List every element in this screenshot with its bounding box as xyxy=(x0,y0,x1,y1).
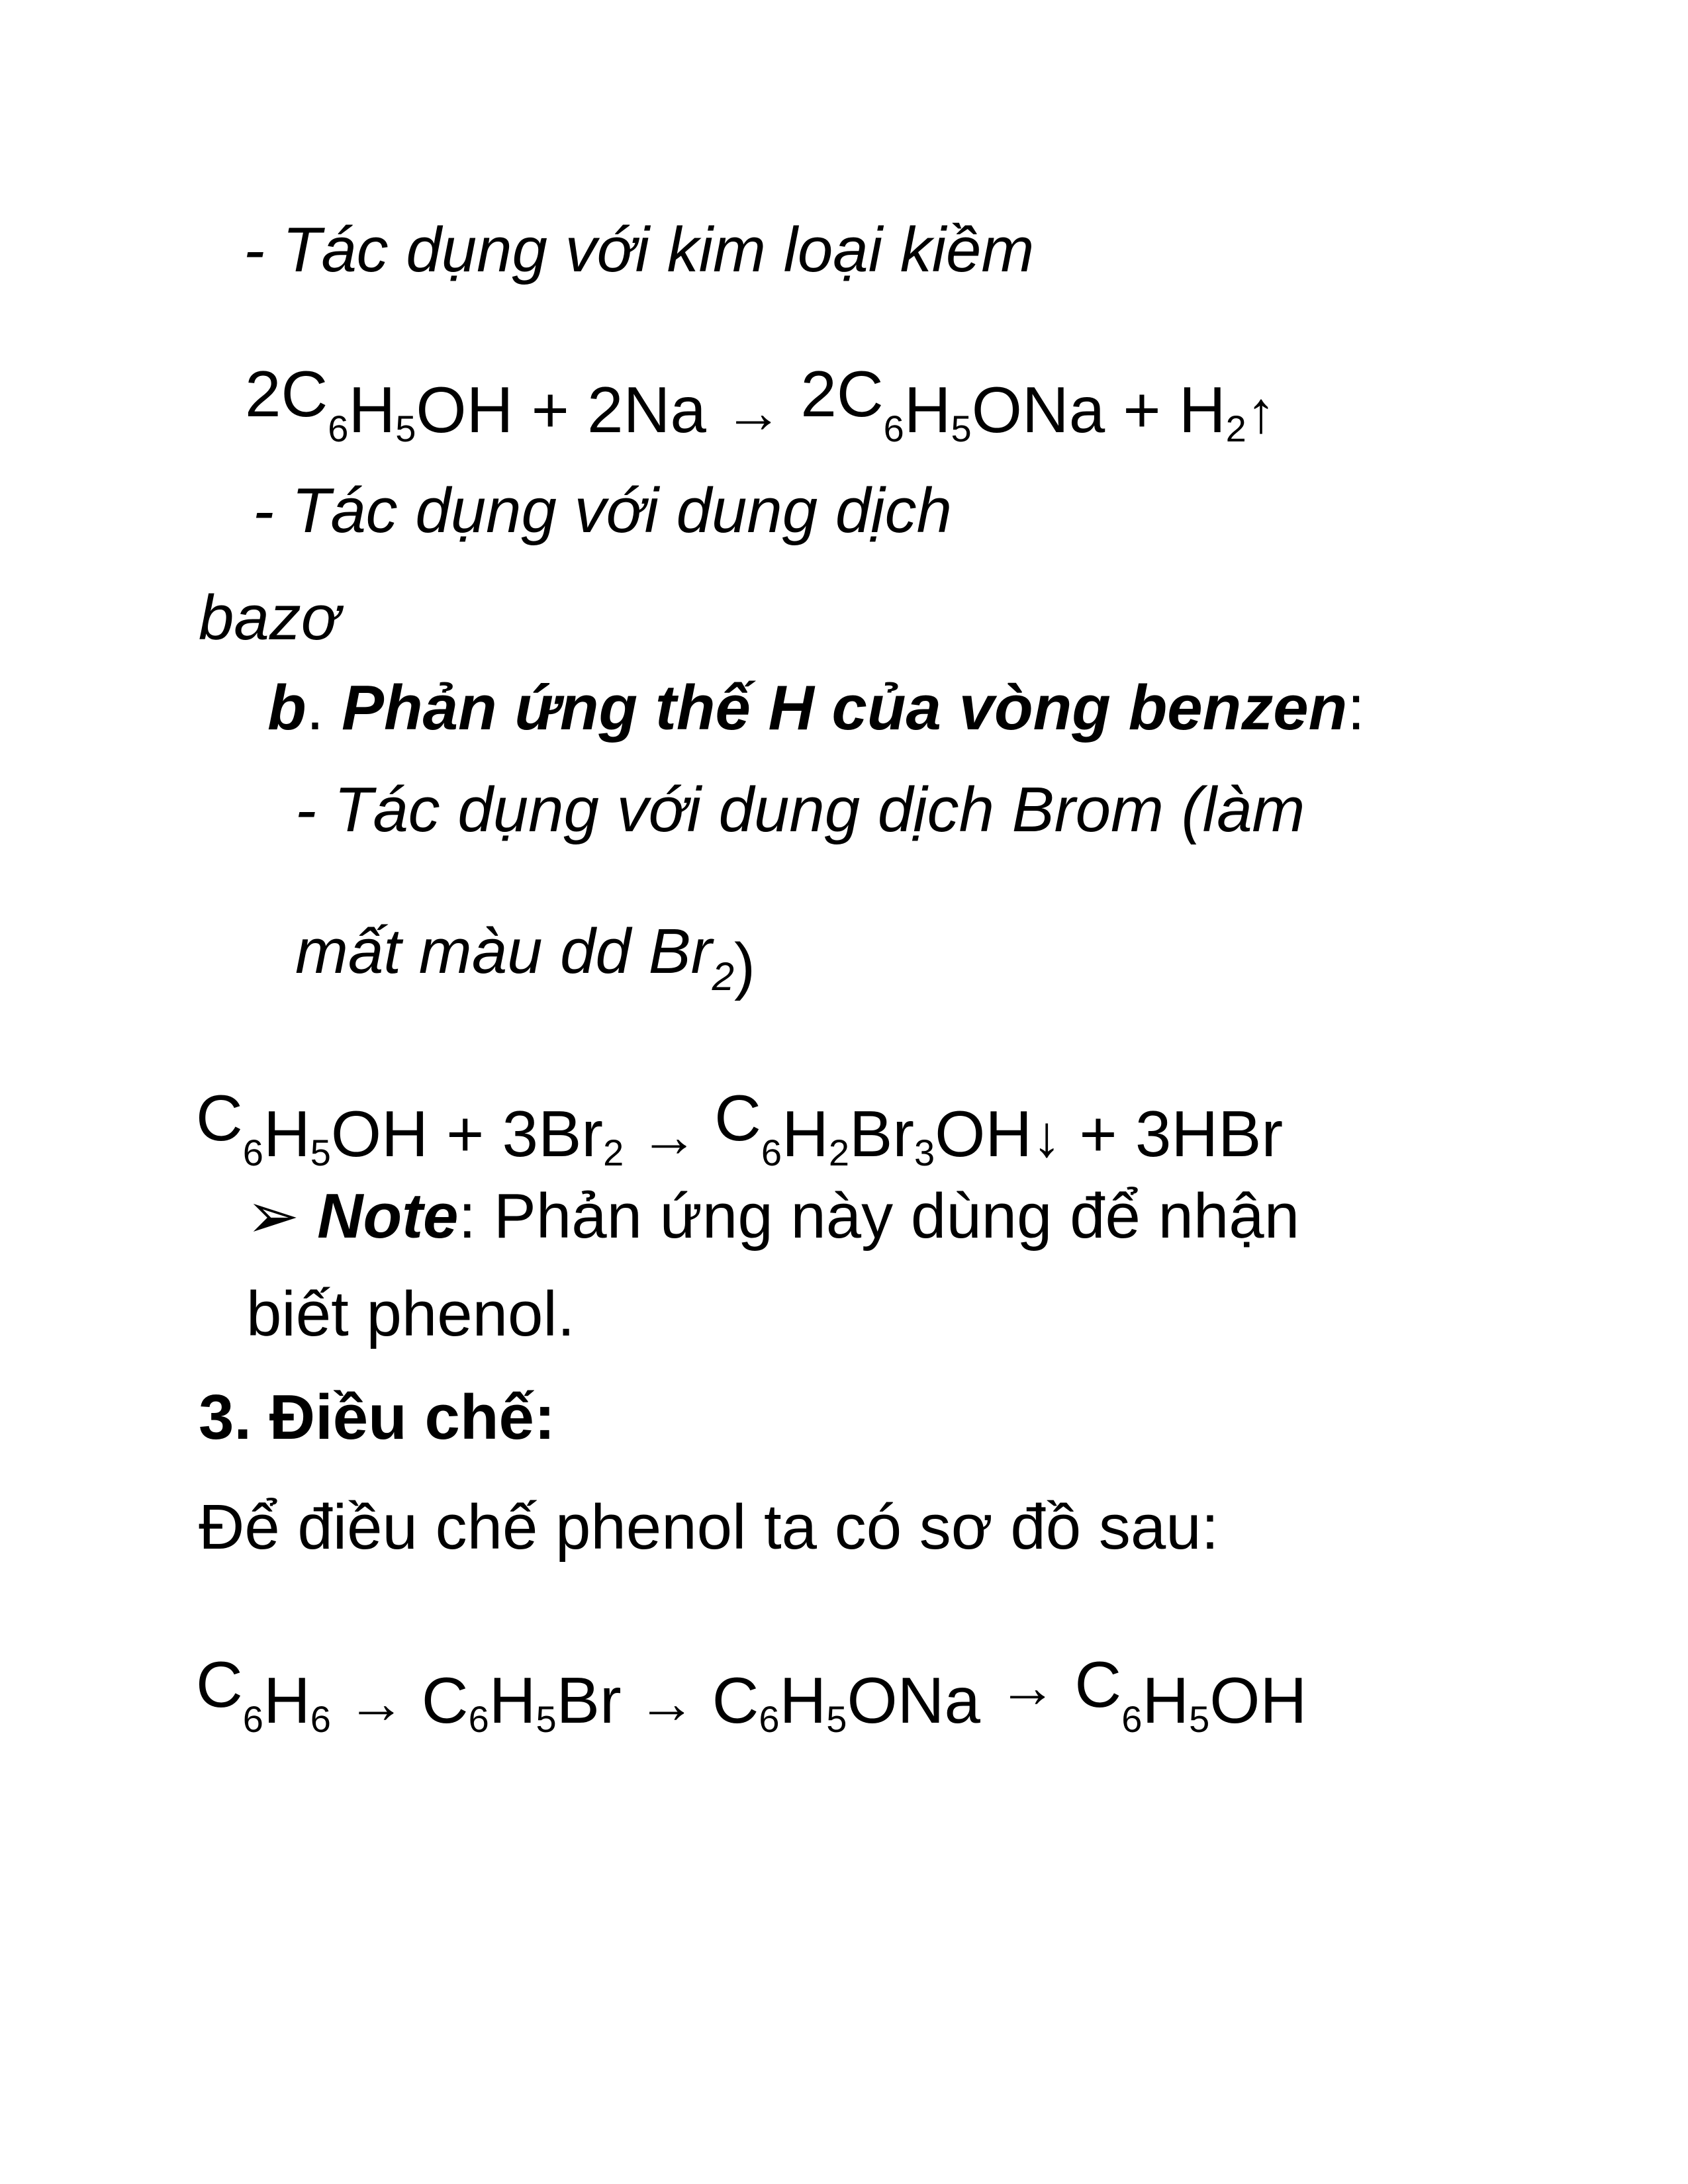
eq3-token: 5 xyxy=(1189,1698,1210,1740)
bullet-alkali-metal: - Tác dụng với kim loại kiềm xyxy=(244,214,1035,285)
note-marker: ➢ xyxy=(246,1181,318,1251)
bullet-base-line-2: bazơ xyxy=(199,582,340,653)
section-b-colon: : xyxy=(1347,672,1365,743)
eq1-token: OH + 2Na xyxy=(416,373,725,446)
note-line-2: biết phenol. xyxy=(246,1279,575,1349)
eq3-token: 6 xyxy=(759,1698,780,1740)
equation-phenol-synthesis xyxy=(196,1648,1307,1740)
eq3-token: H xyxy=(263,1664,310,1737)
bullet-brom-line-1: - Tác dụng với dung dịch Brom (làm xyxy=(295,774,1305,845)
eq2-token: 5 xyxy=(310,1132,331,1173)
eq1-token: → xyxy=(724,379,783,445)
bullet-brom-subscript: 2 xyxy=(712,954,734,999)
eq3-token: H xyxy=(779,1664,827,1737)
eq3-token: 5 xyxy=(536,1698,557,1740)
eq1-token: 2 xyxy=(1225,408,1246,449)
bullet-brom-text: mất màu dd Br xyxy=(295,916,712,987)
note-text: : Phản ứng này dùng để nhận xyxy=(458,1181,1300,1251)
section-b-heading xyxy=(267,672,1365,743)
eq2-token: H xyxy=(263,1097,310,1170)
section-b-title: Phản ứng thế H của vòng benzen xyxy=(341,672,1348,743)
eq3-token: C xyxy=(196,1648,243,1721)
eq3-token: → xyxy=(998,1654,1057,1719)
eq3-token: C xyxy=(712,1664,759,1737)
eq2-token: 3 xyxy=(914,1132,935,1173)
eq3-token: C xyxy=(421,1664,469,1737)
eq2-token: ↓ xyxy=(1032,1103,1062,1169)
eq1-token xyxy=(782,373,800,446)
section-b-letter: b xyxy=(267,672,306,743)
note-line-1 xyxy=(246,1181,1300,1251)
section-3-title: 3. Điều chế: xyxy=(199,1382,555,1453)
eq3-token: 6 xyxy=(310,1698,331,1740)
eq2-token: C xyxy=(196,1081,243,1154)
eq2-token: + 3HBr xyxy=(1061,1097,1284,1170)
eq1-token: 2C xyxy=(245,357,328,430)
eq3-token: → xyxy=(621,1670,712,1735)
eq2-token: → xyxy=(624,1103,715,1169)
equation-phenol-bromine xyxy=(196,1081,1284,1173)
eq2-token: 2 xyxy=(603,1132,624,1173)
eq3-token xyxy=(1056,1664,1074,1737)
eq1-token: H xyxy=(348,373,396,446)
eq3-token: OH xyxy=(1209,1664,1307,1737)
eq1-token: 6 xyxy=(883,408,904,449)
eq1-token: 6 xyxy=(328,408,349,449)
eq3-token: → xyxy=(330,1670,422,1735)
eq3-token: H xyxy=(1142,1664,1190,1737)
eq1-token: 2C xyxy=(800,357,884,430)
eq2-token: 2 xyxy=(828,1132,850,1173)
eq3-token: C xyxy=(1074,1648,1122,1721)
eq2-token: OH xyxy=(935,1097,1033,1170)
bullet-base-line-1: - Tác dụng với dung dịch xyxy=(253,475,952,546)
eq1-token: 5 xyxy=(395,408,416,449)
note-label: Note xyxy=(317,1181,459,1251)
eq1-token: 5 xyxy=(951,408,972,449)
eq3-token: 6 xyxy=(1121,1698,1143,1740)
eq3-token: Br xyxy=(556,1664,622,1737)
eq2-token: C xyxy=(714,1081,761,1154)
bullet-brom-close: ) xyxy=(733,931,755,1001)
eq3-token: 6 xyxy=(242,1698,263,1740)
eq2-token: OH + 3Br xyxy=(330,1097,604,1170)
eq3-token: H xyxy=(489,1664,536,1737)
equation-phenol-sodium xyxy=(245,357,1276,449)
eq1-token: H xyxy=(904,373,951,446)
eq3-token: ONa xyxy=(847,1664,999,1737)
eq3-token: 6 xyxy=(468,1698,489,1740)
eq1-token: ONa + H xyxy=(971,373,1226,446)
eq2-token: 6 xyxy=(761,1132,782,1173)
section-3-intro: Để điều chế phenol ta có sơ đồ sau: xyxy=(199,1492,1219,1563)
bullet-brom-line-2 xyxy=(295,916,755,1001)
eq2-token: Br xyxy=(849,1097,915,1170)
eq2-token: 6 xyxy=(242,1132,263,1173)
eq3-token: 5 xyxy=(826,1698,847,1740)
eq2-token: H xyxy=(782,1097,829,1170)
section-b-dot: . xyxy=(306,672,342,743)
eq1-token: ↑ xyxy=(1246,379,1276,445)
